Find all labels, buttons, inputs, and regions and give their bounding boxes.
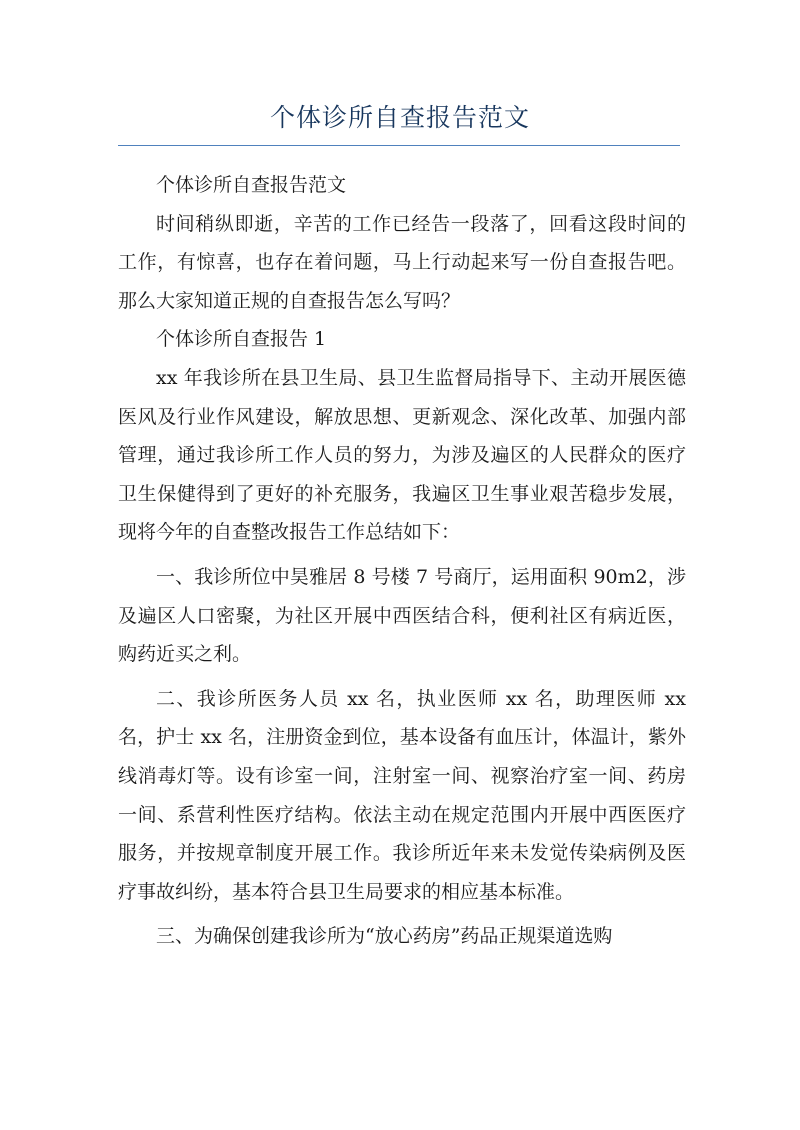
- document-body: [118, 166, 686, 956]
- section-one-paragraph: 一、我诊所位中昊雅居 8 号楼 7 号商厅，运用面积 90m2，涉及遍区人口密聚，为社区开展中西医结合科，便利社区有病近医，购药近买之利。: [118, 565, 686, 666]
- section-three-paragraph: 三、为确保创建我诊所为“放心药房”药品正规渠道选购: [156, 925, 613, 948]
- document-title: 个体诊所自查报告范文: [269, 103, 530, 132]
- section-two-paragraph: 二、我诊所医务人员 xx 名，执业医师 xx 名，助理医师 xx 名，护士 xx 名，注册资金到位，基本设备有血压计，体温计，紫外线消毒灯等。设有诊室一间，注射室一间、视察治疗室一间、药房一间、系营利性医疗结构。依法主动在规定范围内开展中西医医疗服务，并按规章制度开展工作。我诊所近年来未发觉传染病例及医疗事故纠纷，基本符合县卫生局要求的相应基本标准。: [118, 687, 686, 903]
- intro-paragraph: 时间稍纵即逝，辛苦的工作已经告一段落了，回看这段时间的工作，有惊喜，也存在着问题，马上行动起来写一份自查报告吧。那么大家知道正规的自查报告怎么写吗？: [118, 212, 686, 312]
- title-underline: [118, 145, 680, 146]
- subtitle-line: 个体诊所自查报告范文: [156, 174, 347, 196]
- summary-paragraph: xx 年我诊所在县卫生局、县卫生监督局指导下、主动开展医德医风及行业作风建设，解放思想、更新观念、深化改革、加强内部管理，通过我诊所工作人员的努力，为涉及遍区的人民群众的医疗卫生保健得到了更好的补充服务，我遍区卫生事业艰苦稳步发展，现将今年的自查整改报告工作总结如下：: [118, 366, 686, 544]
- report-heading: 个体诊所自查报告 1: [156, 328, 327, 351]
